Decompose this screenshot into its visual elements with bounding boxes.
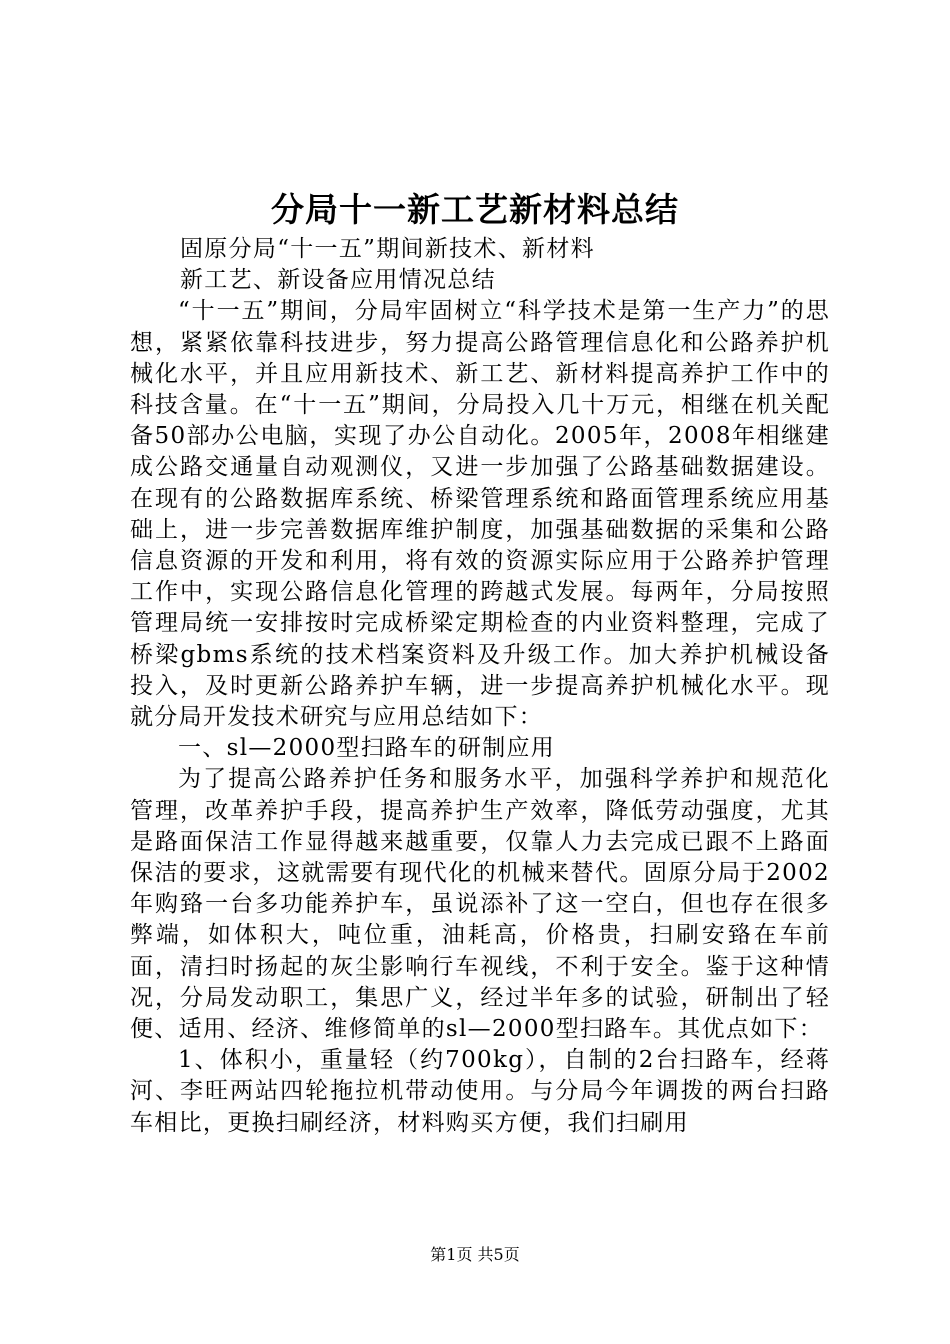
subtitle-line-1: 固原分局“十一五”期间新技术、新材料 xyxy=(180,236,595,262)
subtitle-line-2: 新工艺、新设备应用情况总结 xyxy=(180,267,496,294)
document-body xyxy=(130,234,830,1139)
section-heading: 一、sl—2000型扫路车的研制应用 xyxy=(178,735,556,762)
paragraph-advantage-1: 1、体积小，重量轻（约700kg），自制的2台扫路车，经蒋河、李旺两站四轮拖拉机带动使用。与分局今年调拨的两台扫路车相比，更换扫刷经济，材料购买方便，我们扫刷用 xyxy=(130,1047,830,1136)
paragraph-intro: “十一五”期间，分局牢固树立“科学技术是第一生产力”的思想，紧紧依靠科技进步，努力提高公路管理信息化和公路养护机械化水平，并且应用新技术、新工艺、新材料提高养护工作中的科技含量。在“十一五”期间，分局投入几十万元，相继在机关配备50部办公电脑，实现了办公自动化。2005年，2008年相继建成公路交通量自动观测仪，又进一步加强了公路基础数据建设。在现有的公路数据库系统、桥梁管理系统和路面管理系统应用基础上，进一步完善数据库维护制度，加强基础数据的采集和公路信息资源的开发和利用，将有效的资源实际应用于公路养护管理工作中，实现公路信息化管理的跨越式发展。每两年，分局按照管理局统一安排按时完成桥梁定期检查的内业资料整理，完成了桥梁gbms系统的技术档案资料及升级工作。加大养护机械设备投入，及时更新公路养护车辆，进一步提高养护机械化水平。现就分局开发技术研究与应用总结如下： xyxy=(130,298,830,731)
document-title: 分局十一新工艺新材料总结 xyxy=(271,190,679,229)
page-number: 第1页 共5页 xyxy=(430,1245,520,1264)
paragraph-sweeper: 为了提高公路养护任务和服务水平，加强科学养护和规范化管理，改革养护手段，提高养护生产效率，降低劳动强度，尤其是路面保洁工作显得越来越重要，仅靠人力去完成已跟不上路面保洁的要求，这就需要有现代化的机械来替代。固原分局于2002年购臵一台多功能养护车，虽说添补了这一空白，但也存在很多弊端，如体积大，吨位重，油耗高，价格贵，扫刷安臵在车前面，清扫时扬起的灰尘影响行车视线，不利于安全。鉴于这种情况，分局发动职工，集思广义，经过半年多的试验，研制出了轻便、适用、经济、维修简单的sl—2000型扫路车。其优点如下： xyxy=(130,766,830,1043)
